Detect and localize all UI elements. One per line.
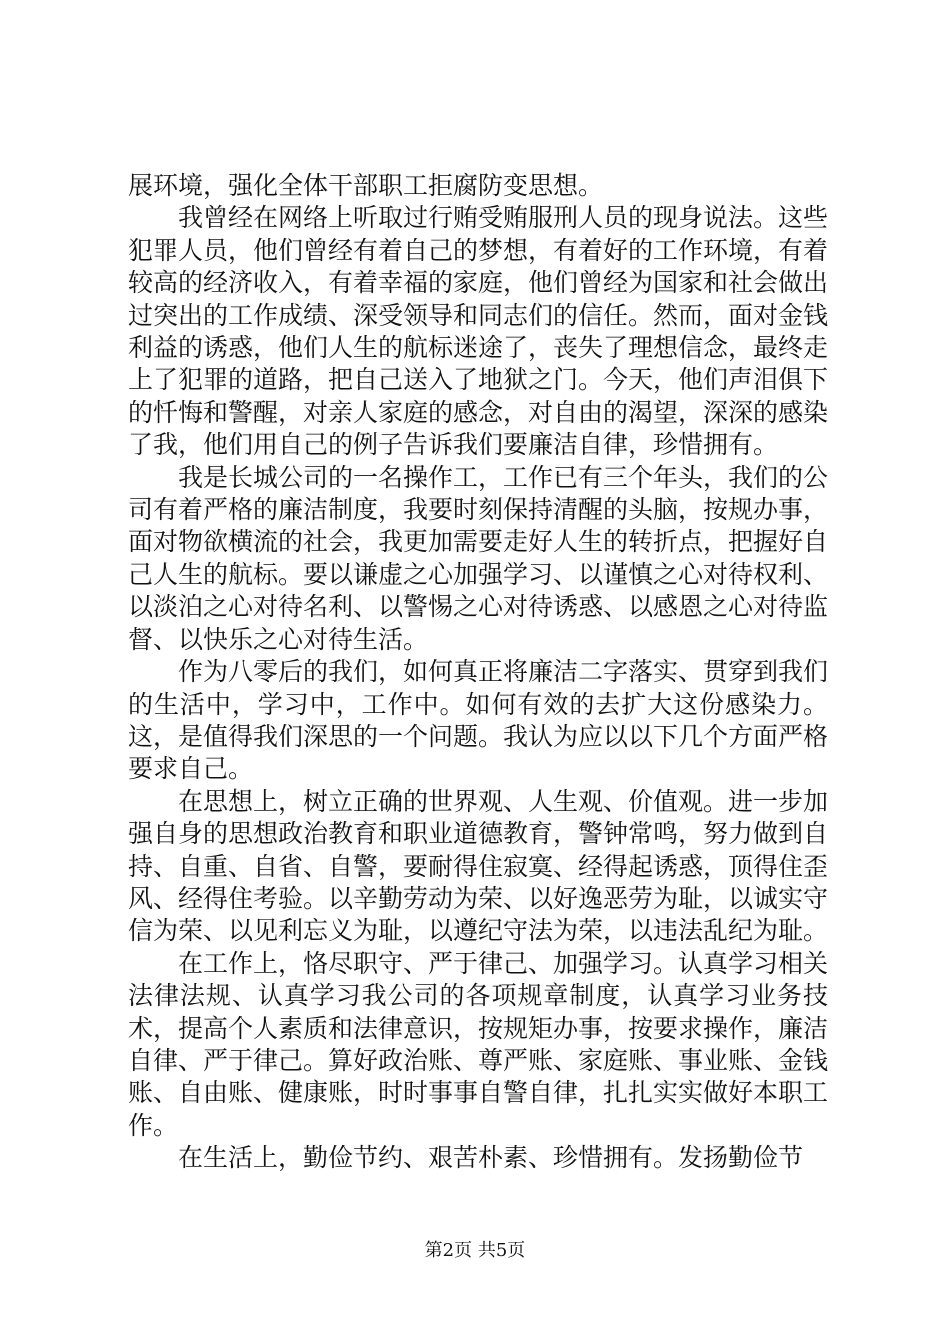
paragraph: 在思想上，树立正确的世界观、人生观、价值观。进一步加强自身的思想政治教育和职业道德教育，警钟常鸣，努力做到自持、自重、自省、自警，要耐得住寂寞、经得起诱惑，顶得住歪风、经得住考验。以辛勤劳动为荣、以好逸恶劳为耻，以诚实守信为荣、以见利忘义为耻，以遵纪守法为荣，以违法乱纪为耻。 (128, 786, 829, 946)
paragraph: 展环境，强化全体干部职工拒腐防变思想。 (128, 171, 604, 200)
paragraph: 我曾经在网络上听取过行贿受贿服刑人员的现身说法。这些犯罪人员，他们曾经有着自己的梦想，有着好的工作环境，有着较高的经济收入，有着幸福的家庭，他们曾经为国家和社会做出过突出的工作成绩、深受领导和同志们的信任。然而，面对金钱利益的诱惑，他们人生的航标迷途了，丧失了理想信念，最终走上了犯罪的道路，把自己送入了地狱之门。今天，他们声泪俱下的忏悔和警醒，对亲人家庭的感念，对自由的渴望，深深的感染了我，他们用自己的例子告诉我们要廉洁自律，珍惜拥有。 (128, 203, 829, 460)
paragraph: 我是长城公司的一名操作工，工作已有三个年头，我们的公司有着严格的廉洁制度，我要时刻保持清醒的头脑，按规办事，面对物欲横流的社会，我更加需要走好人生的转折点，把握好自己人生的航标。要以谦虚之心加强学习、以谨慎之心对待权利、以淡泊之心对待名利、以警惕之心对待诱惑、以感恩之心对待监督、以快乐之心对待生活。 (128, 462, 829, 654)
page-number-footer: 第2页 共5页 (424, 1240, 526, 1261)
paragraph: 在生活上，勤俭节约、艰苦朴素、珍惜拥有。发扬勤俭节 (178, 1143, 804, 1173)
paragraph: 在工作上，恪尽职守、严于律己、加强学习。认真学习相关法律法规、认真学习我公司的各项规章制度，认真学习业务技术，提高个人素质和法律意识，按规矩办事，按要求操作，廉洁自律、严于律己。算好政治账、尊严账、家庭账、事业账、金钱账、自由账、健康账，时时事事自警自律，扎扎实实做好本职工作。 (128, 948, 829, 1140)
document-body (128, 170, 828, 1175)
paragraph: 作为八零后的我们，如何真正将廉洁二字落实、贯穿到我们的生活中，学习中，工作中。如何有效的去扩大这份感染力。这，是值得我们深思的一个问题。我认为应以以下几个方面严格要求自己。 (128, 657, 829, 784)
